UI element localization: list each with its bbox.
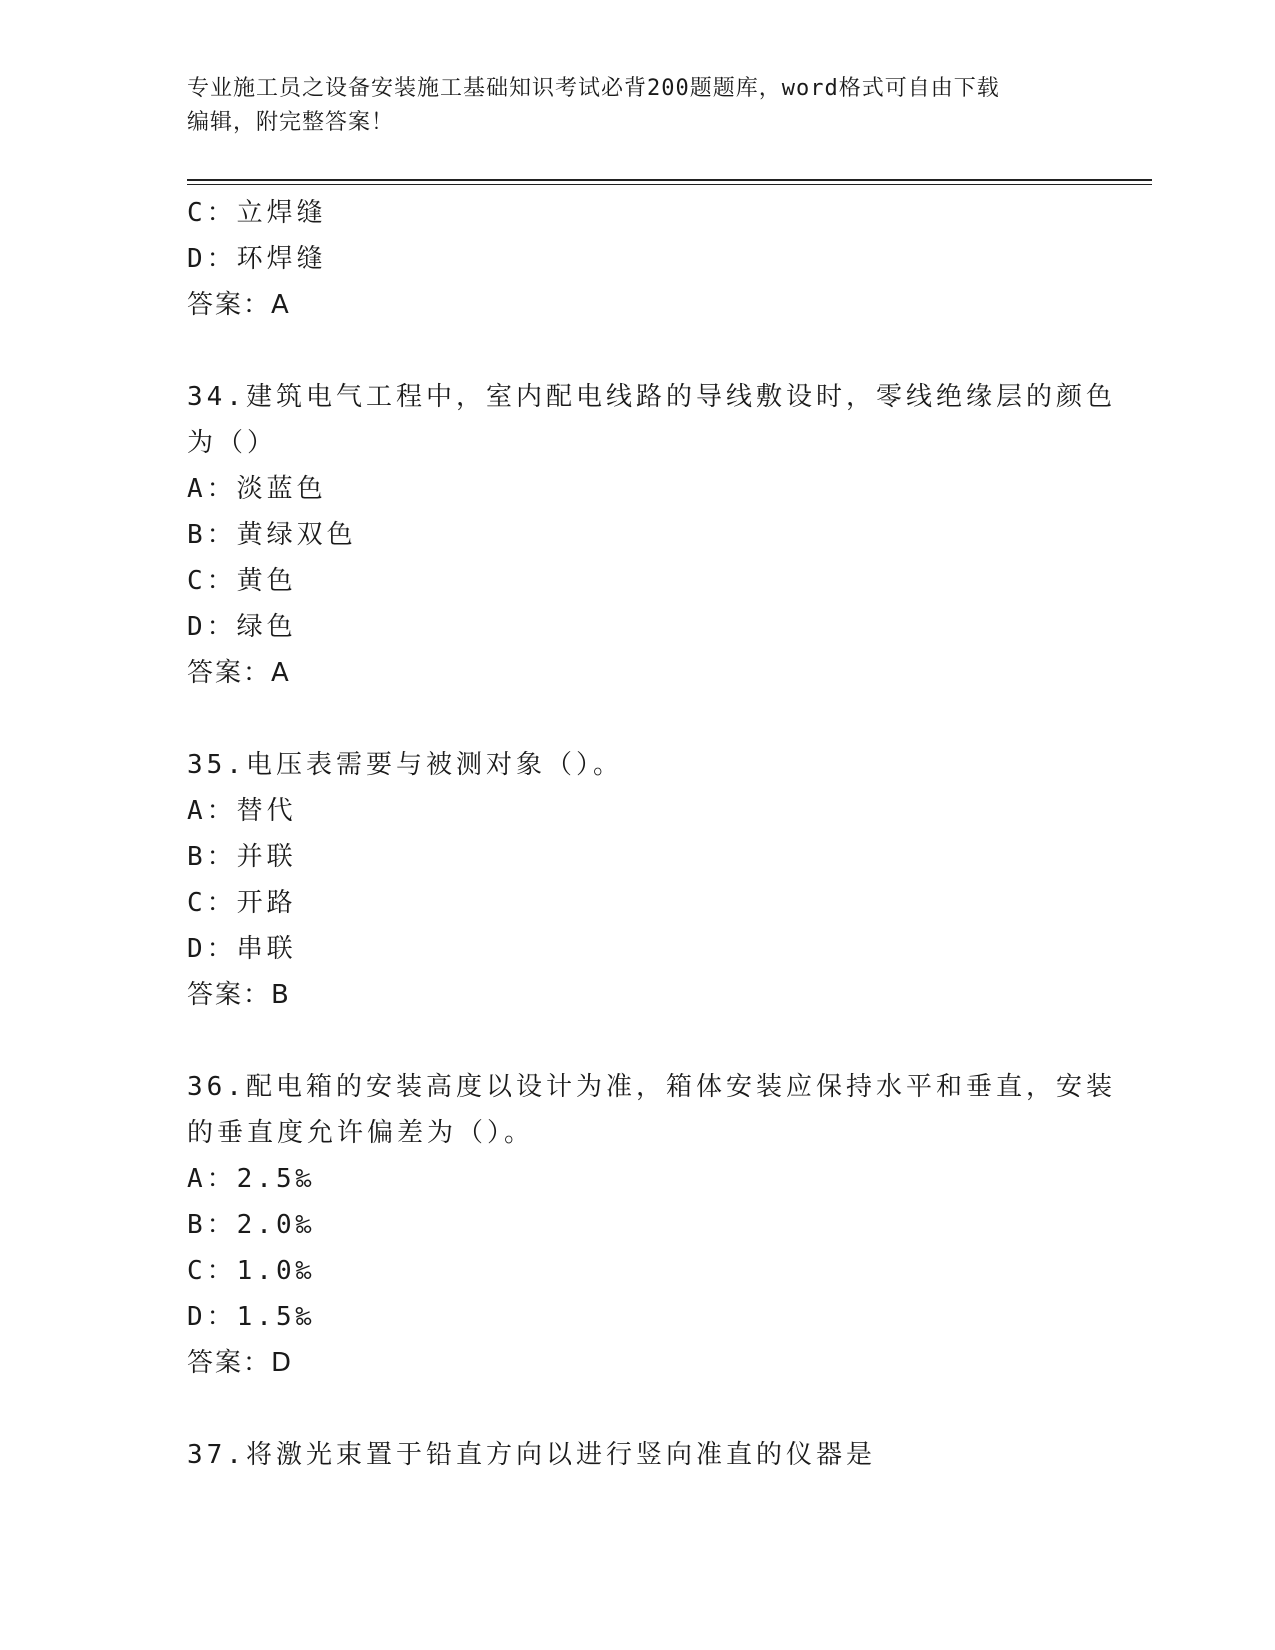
question-37	[187, 1432, 1087, 1478]
option-a: A：2.5‰	[187, 1164, 316, 1194]
spacer	[187, 1018, 1087, 1064]
option-d: D：串联	[187, 934, 297, 964]
option-b: B：黄绿双色	[187, 520, 357, 550]
question-34	[187, 374, 1116, 696]
option-d: D：1.5‰	[187, 1302, 316, 1332]
question-36	[187, 1064, 1116, 1386]
option-b: B：2.0‰	[187, 1210, 316, 1240]
page-header	[187, 72, 1087, 140]
option-d: D：绿色	[187, 612, 297, 642]
answer: 答案：B	[187, 980, 291, 1010]
option-c: C：1.0‰	[187, 1256, 316, 1286]
answer: 答案：A	[187, 658, 291, 688]
question-stem: 36.配电箱的安装高度以设计为准，箱体安装应保持水平和垂直，安装	[187, 1072, 1116, 1102]
prev-question	[187, 190, 1087, 328]
option-c: C：黄色	[187, 566, 297, 596]
spacer	[187, 328, 1087, 374]
header-rule-thick	[187, 179, 1152, 181]
option-c: C：开路	[187, 888, 297, 918]
option-d: D：环焊缝	[187, 244, 327, 274]
spacer	[187, 1386, 1087, 1432]
header-line-2: 编辑，附完整答案！	[187, 110, 395, 135]
answer: 答案：D	[187, 1348, 294, 1378]
question-stem-cont: 为（）	[187, 428, 278, 458]
header-line-1: 专业施工员之设备安装施工基础知识考试必背200题题库，word格式可自由下载	[187, 76, 1000, 101]
option-b: B：并联	[187, 842, 297, 872]
option-a: A：替代	[187, 796, 297, 826]
question-stem-cont: 的垂直度允许偏差为（）。	[187, 1118, 535, 1148]
option-a: A：淡蓝色	[187, 474, 327, 504]
spacer	[187, 696, 1087, 742]
answer: 答案：A	[187, 290, 291, 320]
header-rule-thin	[187, 184, 1152, 185]
question-stem: 37.将激光束置于铅直方向以进行竖向准直的仪器是	[187, 1440, 876, 1470]
question-stem: 35.电压表需要与被测对象（）。	[187, 750, 623, 780]
question-stem: 34.建筑电气工程中，室内配电线路的导线敷设时，零线绝缘层的颜色	[187, 382, 1116, 412]
question-35	[187, 742, 1087, 1018]
option-c: C：立焊缝	[187, 198, 327, 228]
question-list	[187, 190, 1116, 1478]
